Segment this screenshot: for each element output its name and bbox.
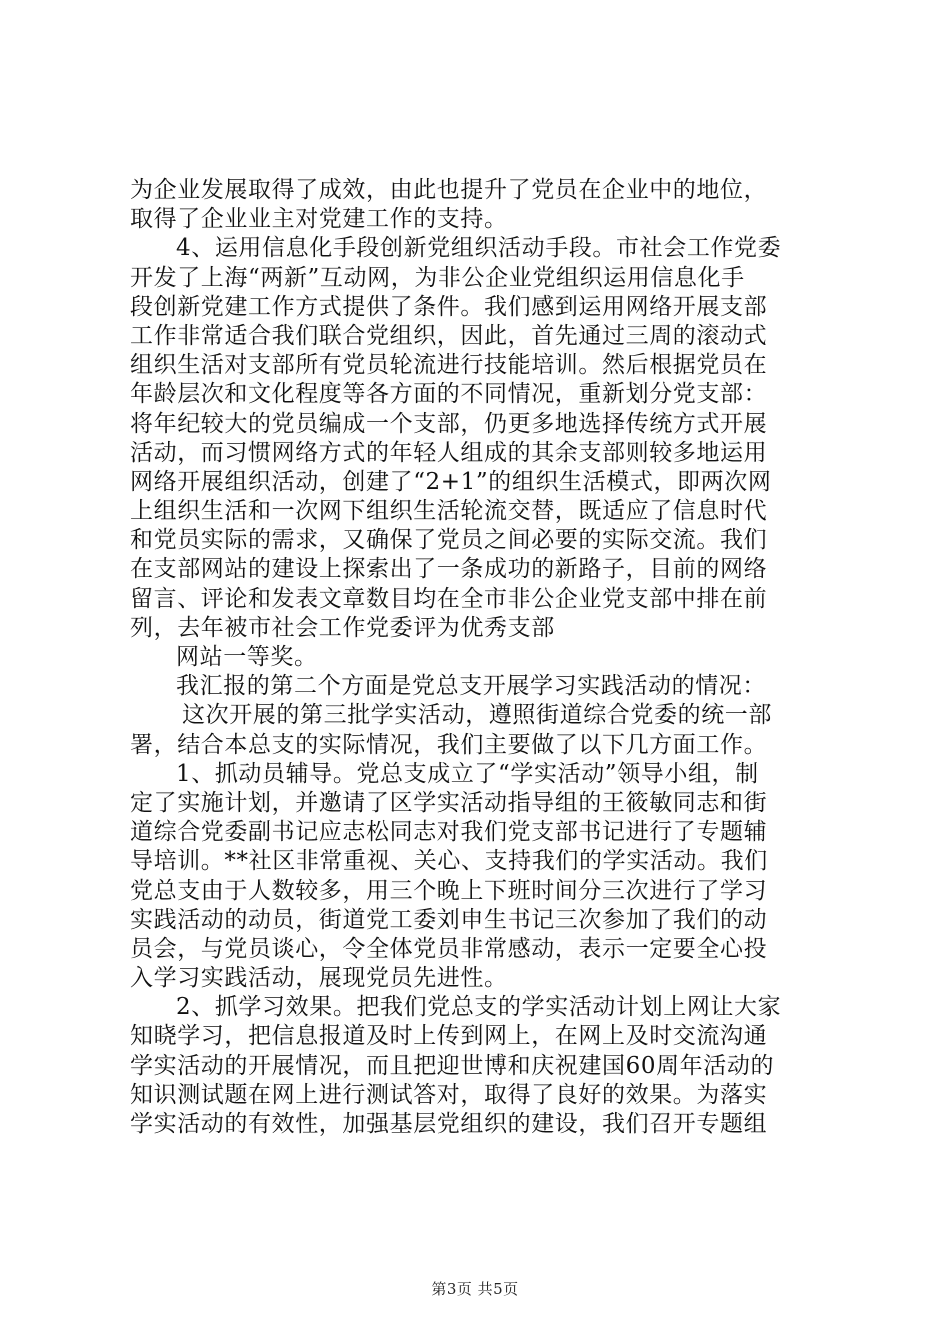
- text-line: 组织生活对支部所有党员轮流进行技能培训。然后根据党员在: [130, 352, 768, 379]
- text-line: 为企业发展取得了成效，由此也提升了党员在企业中的地位，: [130, 177, 768, 203]
- text-line: 入学习实践活动，展现党员先进性。: [130, 965, 508, 992]
- text-line: 实践活动的动员，街道党工委刘申生书记三次参加了我们的动: [130, 906, 768, 933]
- text-line: 员会，与党员谈心，令全体党员非常感动，表示一定要全心投: [130, 935, 768, 962]
- text-line: 和党员实际的需求，又确保了党员之间必要的实际交流。我们: [130, 527, 768, 554]
- text-line: 知晓学习，把信息报道及时上传到网上，在网上及时交流沟通: [130, 1023, 768, 1050]
- text-line: 党总支由于人数较多，用三个晚上下班时间分三次进行了学习: [130, 877, 768, 904]
- text-line: 我汇报的第二个方面是党总支开展学习实践活动的情况：: [176, 673, 766, 700]
- text-line: 定了实施计划，并邀请了区学实活动指导组的王筱敏同志和街: [130, 789, 768, 816]
- text-line: 开发了上海“两新”互动网，为非公企业党组织运用信息化手: [130, 264, 745, 291]
- text-line: 段创新党建工作方式提供了条件。我们感到运用网络开展支部: [130, 293, 768, 320]
- document-body: [130, 176, 830, 1139]
- text-line: 这次开展的第三批学实活动，遵照街道综合党委的统一部: [182, 702, 772, 729]
- text-line: 学实活动的有效性，加强基层党组织的建设，我们召开专题组: [130, 1111, 768, 1137]
- text-line: 网站一等奖。: [176, 644, 318, 670]
- text-line: 上组织生活和一次网下组织生活轮流交替，既适应了信息时代: [130, 498, 768, 525]
- text-line: 工作非常适合我们联合党组织，因此，首先通过三周的滚动式: [130, 322, 768, 349]
- text-line: 署，结合本总支的实际情况，我们主要做了以下几方面工作。: [130, 731, 768, 758]
- text-line: 2、抓学习效果。把我们党总支的学实活动计划上网让大家: [176, 994, 782, 1021]
- text-line: 将年纪较大的党员编成一个支部，仍更多地选择传统方式开展: [130, 410, 768, 437]
- text-line: 在支部网站的建设上探索出了一条成功的新路子，目前的网络: [130, 556, 768, 583]
- text-line: 年龄层次和文化程度等各方面的不同情况，重新划分党支部：: [130, 381, 768, 408]
- text-line: 知识测试题在网上进行测试答对，取得了良好的效果。为落实: [130, 1081, 768, 1108]
- text-line: 1、抓动员辅导。党总支成立了“学实活动”领导小组，制: [176, 760, 759, 787]
- text-line: 列，去年被市社会工作党委评为优秀支部: [130, 614, 555, 641]
- text-line: 留言、评论和发表文章数目均在全市非公企业党支部中排在前: [130, 585, 768, 612]
- text-line: 学实活动的开展情况，而且把迎世博和庆祝建国60周年活动的: [130, 1052, 775, 1079]
- text-line: 活动，而习惯网络方式的年轻人组成的其余支部则较多地运用: [130, 439, 768, 466]
- text-line: 取得了企业业主对党建工作的支持。: [130, 206, 508, 233]
- text-line: 道综合党委副书记应志松同志对我们党支部书记进行了专题辅: [130, 819, 768, 846]
- page-footer: 第3页 共5页: [431, 1280, 519, 1298]
- text-line: 4、运用信息化手段创新党组织活动手段。市社会工作党委: [176, 235, 782, 262]
- text-line: 网络开展组织活动，创建了“2+1”的组织生活模式，即两次网: [130, 468, 772, 495]
- text-line: 导培训。**社区非常重视、关心、支持我们的学实活动。我们: [130, 848, 768, 875]
